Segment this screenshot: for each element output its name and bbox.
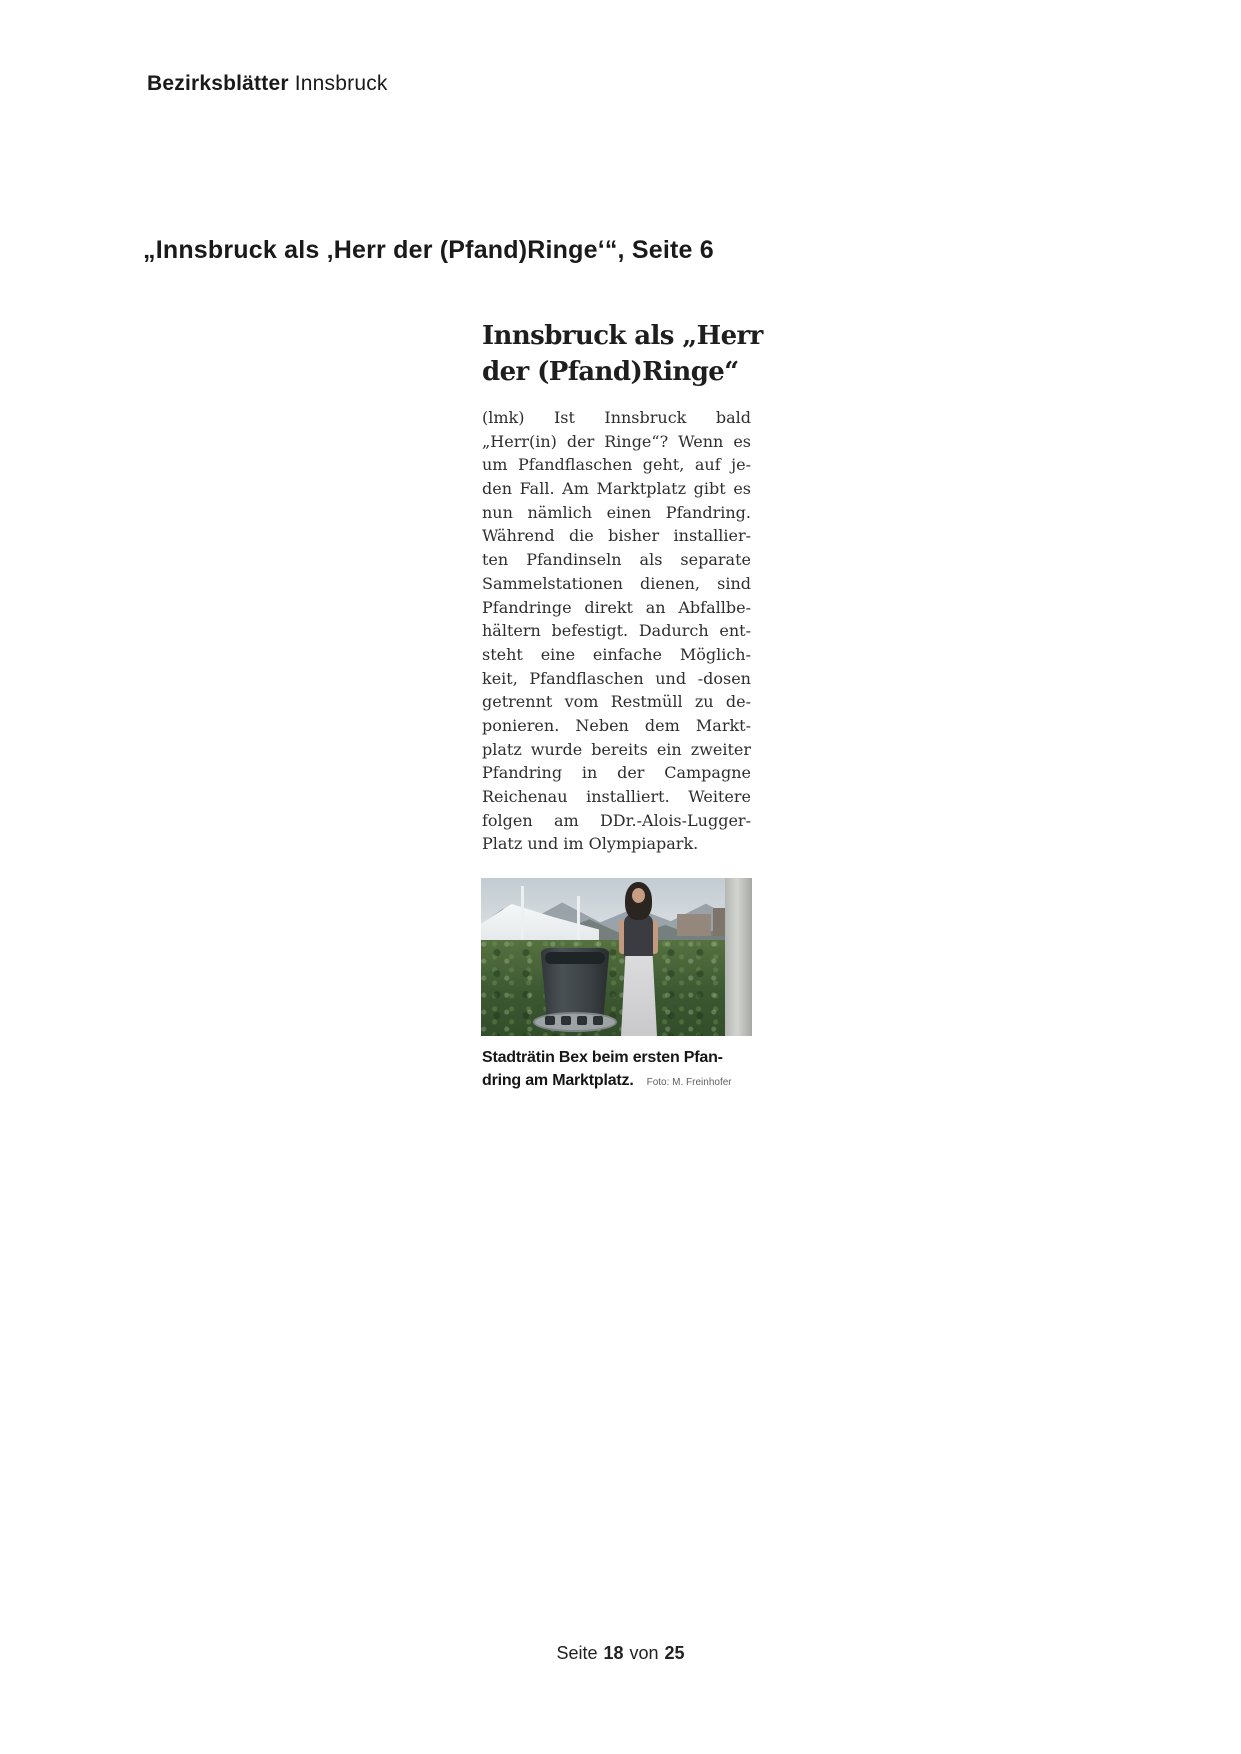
photo-caption-line xyxy=(482,1069,753,1094)
publication-region: Innsbruck xyxy=(294,72,388,95)
photo-person-skirt xyxy=(621,956,657,1036)
photo-person-torso xyxy=(624,914,653,958)
photo-person-face xyxy=(632,888,645,903)
body-text-line: Pfandringe direkt an Abfallbe- xyxy=(482,597,751,617)
photo-pillar xyxy=(725,878,752,1036)
body-text-line: getrennt vom Restmüll zu de- xyxy=(482,692,751,712)
photo-person-stadtraetin-bex xyxy=(617,882,661,1036)
body-text-line: um Pfandflaschen geht, auf je- xyxy=(482,455,751,475)
photo-pfandring-slot xyxy=(593,1016,603,1025)
publication-header xyxy=(147,72,388,96)
footer-label-of: von xyxy=(629,1643,659,1663)
publication-brand: Bezirksblätter xyxy=(147,72,289,95)
photo-trash-bin-with-pfandring xyxy=(539,948,611,1036)
clipping-title-line: der (Pfand)Ringe“ xyxy=(482,357,739,387)
photo-building xyxy=(677,914,711,936)
body-text-line: folgen am DDr.-Alois-Lugger- xyxy=(482,810,751,830)
body-text-line: den Fall. Am Marktplatz gibt es xyxy=(482,479,751,499)
body-text-line: nun nämlich einen Pfandring. xyxy=(482,502,751,522)
body-text-line: Während die bisher installier- xyxy=(482,526,751,546)
body-text-line: steht eine einfache Möglich- xyxy=(482,644,751,664)
clipping-title-line: Innsbruck als „Herr xyxy=(482,321,763,351)
body-text-line: Platz und im Olympiapark. xyxy=(482,834,699,854)
photo-caption-line: Stadträtin Bex beim ersten Pfan- xyxy=(482,1049,723,1066)
photo-pfandring-slot xyxy=(545,1016,555,1025)
body-text-line: platz wurde bereits ein zweiter xyxy=(482,739,751,759)
body-text-line: (lmk) Ist Innsbruck bald xyxy=(482,408,751,427)
photo-bin-lid xyxy=(545,952,605,964)
clipping-photo xyxy=(481,878,752,1036)
footer-label-page: Seite xyxy=(556,1643,598,1663)
body-text-line: keit, Pfandflaschen und -dosen xyxy=(482,668,751,688)
footer-total-pages: 25 xyxy=(664,1643,685,1663)
footer-current-page: 18 xyxy=(603,1643,624,1663)
body-text-line: ten Pfandinseln als separate xyxy=(482,550,751,570)
document-headline: „Innsbruck als ‚Herr der (Pfand)Ringe‘“, Seite 6 xyxy=(143,236,714,264)
body-text-line: Sammelstationen dienen, sind xyxy=(482,573,751,593)
clipping-title xyxy=(482,318,763,390)
body-text-line: hältern befestigt. Dadurch ent- xyxy=(482,621,751,641)
body-text-line: Pfandring in der Campagne xyxy=(482,763,751,783)
page-footer xyxy=(0,1643,1241,1664)
photo-caption xyxy=(482,1046,753,1094)
photo-caption-text: dring am Marktplatz. xyxy=(482,1072,634,1089)
body-text-line: „Herr(in) der Ringe“? Wenn es xyxy=(482,431,751,451)
body-text-line: ponieren. Neben dem Markt- xyxy=(482,715,751,735)
photo-credit: Foto: M. Freinhofer xyxy=(646,1077,732,1088)
photo-pfandring-slot xyxy=(561,1016,571,1025)
clipping-body-text xyxy=(482,408,751,858)
photo-pfandring-slot xyxy=(577,1016,587,1025)
body-text-line: Reichenau installiert. Weitere xyxy=(482,787,751,806)
